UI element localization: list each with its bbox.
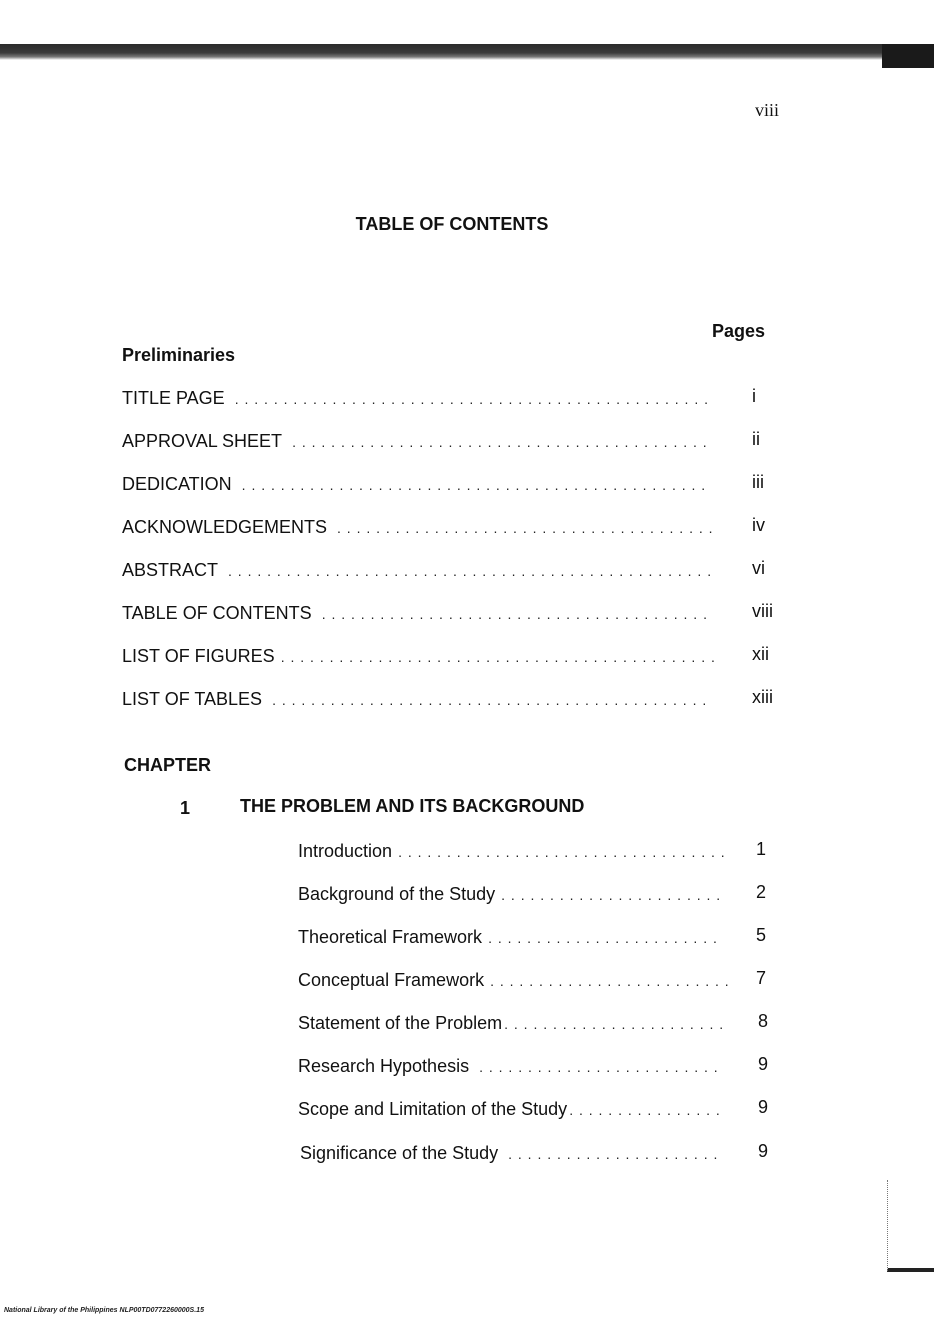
- toc-entry-label: ABSTRACT: [122, 560, 219, 580]
- dot-leader: [337, 520, 712, 536]
- dot-leader: [292, 434, 712, 450]
- page-ref: i: [752, 386, 756, 406]
- toc-entry[interactable]: [122, 646, 724, 670]
- preliminaries-heading: Preliminaries: [122, 345, 236, 365]
- toc-entry-label: Conceptual Framework: [298, 970, 485, 990]
- toc-entry[interactable]: [298, 1056, 726, 1080]
- page-ref: 9: [758, 1054, 769, 1074]
- dot-leader: [235, 391, 712, 407]
- toc-entry-page: [756, 925, 766, 949]
- toc-entry-page: [758, 1011, 768, 1035]
- toc-entry-label: APPROVAL SHEET: [122, 431, 283, 451]
- dot-leader: [501, 887, 720, 903]
- page-ref: 9: [758, 1097, 769, 1117]
- scan-corner-mark: [882, 44, 934, 68]
- toc-entry-label: LIST OF TABLES: [122, 689, 263, 709]
- toc-entry-label: LIST OF FIGURES: [122, 646, 275, 666]
- toc-entry[interactable]: [298, 927, 728, 951]
- toc-entry-page: [752, 687, 773, 711]
- toc-entry[interactable]: [298, 1013, 726, 1037]
- toc-entry-page: [752, 429, 760, 453]
- toc-entry-label: Introduction: [298, 841, 393, 861]
- dot-leader: [508, 1146, 718, 1162]
- toc-entry-label: DEDICATION: [122, 474, 232, 494]
- page-ref: viii: [752, 601, 773, 621]
- toc-entry-page: [752, 472, 764, 496]
- dot-leader: [228, 563, 712, 579]
- scan-edge-mark: [887, 1180, 934, 1272]
- toc-entry[interactable]: [122, 603, 716, 627]
- pages-column-header: Pages: [712, 321, 766, 341]
- dot-leader: [488, 930, 724, 946]
- toc-entry-page: [756, 968, 766, 992]
- toc-entry[interactable]: [122, 388, 716, 412]
- toc-entry-page: [758, 1097, 768, 1121]
- page-ref: 9: [758, 1141, 769, 1161]
- page-ref: xii: [752, 644, 769, 664]
- page-ref: vi: [752, 558, 765, 578]
- page-ref: iii: [752, 472, 764, 492]
- toc-entry-page: [752, 644, 769, 668]
- dot-leader: [490, 973, 728, 989]
- toc-entry-page: [756, 882, 766, 906]
- toc-entry-label: Scope and Limitation of the Study: [298, 1099, 568, 1119]
- toc-entry-page: [752, 386, 756, 410]
- toc-entry[interactable]: [122, 431, 716, 455]
- chapter-title[interactable]: THE PROBLEM AND ITS BACKGROUND: [240, 796, 585, 816]
- scan-top-border: [0, 44, 934, 60]
- toc-entry-page: [752, 601, 773, 625]
- toc-entry-page: [752, 515, 765, 539]
- dot-leader: [504, 1016, 722, 1032]
- toc-entry-page: [758, 1054, 768, 1078]
- page-ref: 7: [756, 968, 767, 988]
- toc-entry[interactable]: [298, 884, 724, 908]
- page-ref: 1: [756, 839, 767, 859]
- toc-entry-label: Significance of the Study: [300, 1143, 499, 1163]
- dot-leader: [242, 477, 712, 493]
- toc-entry-label: Research Hypothesis: [298, 1056, 470, 1076]
- toc-entry-page: [752, 558, 765, 582]
- dot-leader: [479, 1059, 722, 1075]
- page-number: viii: [755, 100, 780, 120]
- toc-entry[interactable]: [298, 1099, 726, 1123]
- dot-leader: [398, 844, 724, 860]
- page-ref: iv: [752, 515, 765, 535]
- page-ref: xiii: [752, 687, 773, 707]
- dot-leader: [569, 1102, 722, 1118]
- dot-leader: [281, 649, 720, 665]
- dot-leader: [322, 606, 712, 622]
- toc-entry-page: [758, 1141, 768, 1165]
- toc-entry-label: ACKNOWLEDGEMENTS: [122, 517, 328, 537]
- toc-entry[interactable]: [300, 1143, 722, 1167]
- dot-leader: [272, 692, 712, 708]
- toc-entry[interactable]: [122, 517, 716, 541]
- toc-entry-label: Background of the Study: [298, 884, 496, 904]
- toc-entry[interactable]: [122, 560, 716, 584]
- toc-entry[interactable]: [122, 689, 716, 713]
- toc-entry[interactable]: [298, 970, 732, 994]
- page-ref: 2: [756, 882, 767, 902]
- chapter-number: 1: [180, 798, 191, 818]
- toc-entry-label: TITLE PAGE: [122, 388, 225, 408]
- page-ref: ii: [752, 429, 760, 449]
- toc-entry-label: Statement of the Problem: [298, 1013, 503, 1033]
- page-ref: 5: [756, 925, 767, 945]
- toc-entry[interactable]: [298, 841, 728, 865]
- page-ref: 8: [758, 1011, 769, 1031]
- toc-entry[interactable]: [122, 474, 716, 498]
- toc-entry-page: [756, 839, 766, 863]
- page-title: TABLE OF CONTENTS: [355, 214, 549, 234]
- chapter-heading: CHAPTER: [124, 755, 212, 775]
- toc-entry-label: TABLE OF CONTENTS: [122, 603, 312, 623]
- scan-footer-watermark: National Library of the Philippines NLP00TD0772260000S.15: [4, 1307, 204, 1314]
- toc-entry-label: Theoretical Framework: [298, 927, 483, 947]
